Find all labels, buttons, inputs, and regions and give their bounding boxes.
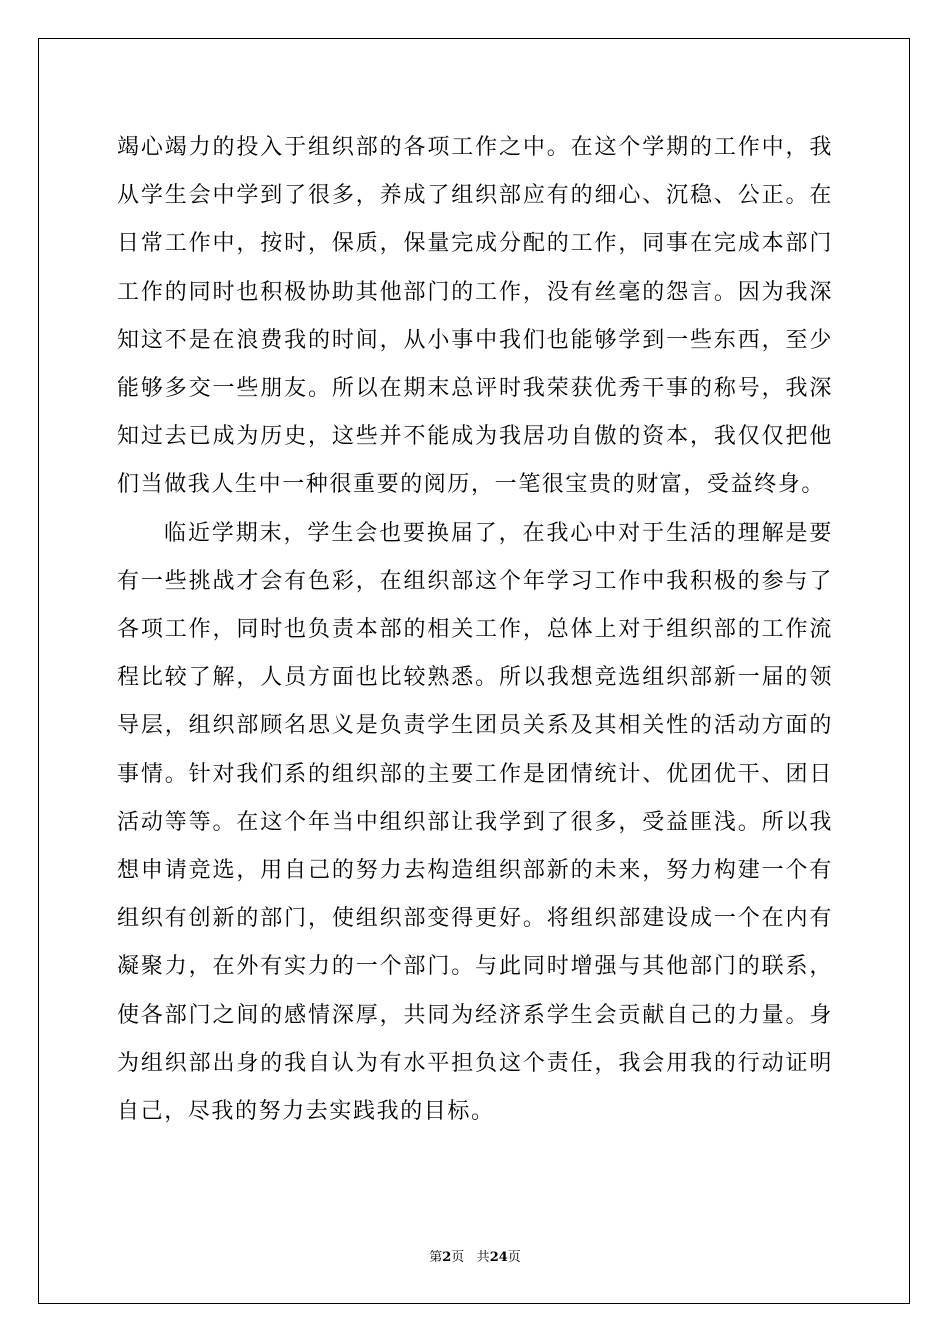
text-line: 使各部门之间的感情深厚，共同为经济系学生会贡献自己的力量。身 — [117, 1002, 833, 1028]
text-line: 事情。针对我们系的组织部的主要工作是团情统计、优团优干、团日 — [117, 761, 833, 787]
paragraph — [117, 124, 833, 510]
text-line: 能够多交一些朋友。所以在期末总评时我荣获优秀干事的称号，我深 — [117, 376, 833, 402]
text-line: 想申请竞选，用自己的努力去构造组织部新的未来，努力构建一个有 — [117, 858, 833, 884]
text-line: 自己，尽我的努力去实践我的目标。 — [117, 1099, 495, 1125]
footer-total-prefix: 共 — [476, 1250, 490, 1265]
footer-total-suffix: 页 — [507, 1250, 521, 1265]
text-line: 程比较了解，人员方面也比较熟悉。所以我想竞选组织部新一届的领 — [117, 665, 833, 691]
text-line: 有一些挑战才会有色彩，在组织部这个年学习工作中我积极的参与了 — [117, 568, 833, 594]
footer-total-pages: 24 — [489, 1250, 508, 1265]
text-line: 知这不是在浪费我的时间，从小事中我们也能够学到一些东西，至少 — [117, 327, 833, 353]
text-line: 导层，组织部顾名思义是负责学生团员关系及其相关性的活动方面的 — [117, 713, 833, 739]
footer-page-suffix: 页 — [451, 1250, 465, 1265]
text-line: 竭心竭力的投入于组织部的各项工作之中。在这个学期的工作中，我 — [117, 135, 833, 160]
text-line: 工作的同时也积极协助其他部门的工作，没有丝毫的怨言。因为我深 — [117, 279, 833, 305]
text-line: 为组织部出身的我自认为有水平担负这个责任，我会用我的行动证明 — [117, 1050, 833, 1076]
text-line: 各项工作，同时也负责本部的相关工作，总体上对于组织部的工作流 — [117, 617, 833, 643]
text-line: 们当做我人生中一种很重要的阅历，一笔很宝贵的财富，受益终身。 — [117, 472, 826, 498]
document-body — [117, 124, 833, 1136]
text-line: 组织有创新的部门，使组织部变得更好。将组织部建设成一个在内有 — [117, 906, 833, 932]
text-line: 凝聚力，在外有实力的一个部门。与此同时增强与其他部门的联系， — [117, 954, 833, 980]
footer-page-prefix: 第 — [429, 1250, 443, 1265]
text-line: 日常工作中，按时，保质，保量完成分配的工作，同事在完成本部门 — [117, 231, 833, 257]
text-line: 临近学期末，学生会也要换届了，在我心中对于生活的理解是要 — [164, 520, 833, 546]
page-footer — [0, 1246, 950, 1265]
text-line: 从学生会中学到了很多，养成了组织部应有的细心、沉稳、公正。在 — [117, 183, 833, 209]
text-line: 知过去已成为历史，这些并不能成为我居功自傲的资本，我仅仅把他 — [117, 424, 833, 450]
footer-page-number: 2 — [442, 1250, 452, 1265]
paragraph — [117, 510, 833, 1137]
text-line: 活动等等。在这个年当中组织部让我学到了很多，受益匪浅。所以我 — [117, 809, 833, 835]
